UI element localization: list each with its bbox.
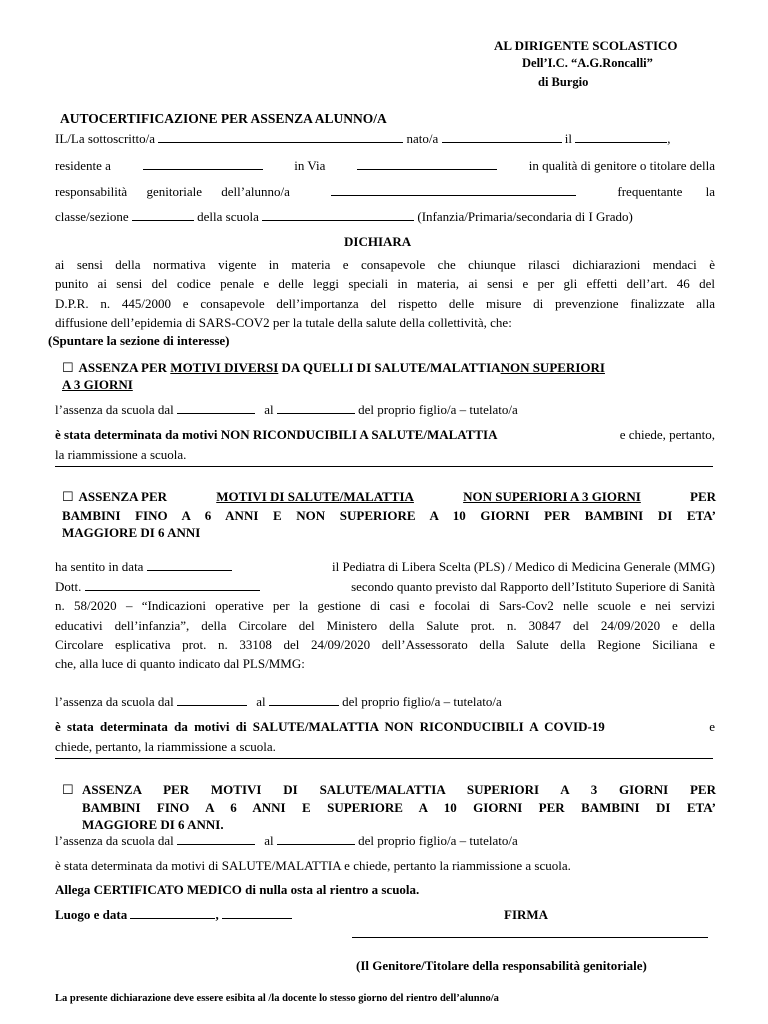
- intro-line-1: [55, 131, 715, 147]
- section2-line-5: Circolare esplicativa prot. n. 33108 del 24/09/2020 dell’Assessorato della Salute della Regione Siciliana e: [55, 637, 715, 652]
- pls-date-field[interactable]: [147, 559, 232, 571]
- section1-result-2: la riammissione a scuola.: [55, 447, 187, 462]
- document-title: AUTOCERTIFICAZIONE PER ASSENZA ALUNNO/A: [60, 111, 387, 126]
- s1-t1: ASSENZA PER: [78, 360, 168, 375]
- s1-t5: A 3 GIORNI: [62, 377, 133, 392]
- section3-date-to[interactable]: [277, 833, 355, 845]
- signature-caption: (Il Genitore/Titolare della responsabilità genitoriale): [356, 958, 647, 973]
- signature-line[interactable]: [352, 937, 708, 938]
- section1-date-to[interactable]: [277, 402, 355, 414]
- s1-dates-label: l’assenza da scuola dal: [55, 402, 174, 417]
- section1-checkbox[interactable]: ☐: [62, 360, 74, 375]
- s2-res-b: e: [709, 719, 715, 734]
- label-alunno: responsabilità genitoriale dell’alunno/a: [55, 184, 290, 199]
- street-field[interactable]: [357, 158, 497, 170]
- s2-b1a: ha sentito in data: [55, 559, 144, 574]
- s1-t3: DA QUELLI DI SALUTE/MALATTIA: [281, 360, 501, 375]
- section2-checkbox[interactable]: ☐: [62, 489, 74, 504]
- s1-res-b: e chiede, pertanto,: [619, 427, 715, 442]
- section3-checkbox[interactable]: ☐: [62, 782, 74, 797]
- s1-res-a: è stata determinata da motivi NON RICONDUCIBILI A SALUTE/MALATTIA: [55, 427, 498, 442]
- section2-dates: [55, 694, 502, 710]
- label-nato: nato/a: [406, 131, 439, 146]
- s1-child: del proprio figlio/a – tutelato/a: [358, 402, 518, 417]
- place-date-line: [55, 907, 292, 923]
- s3-al: al: [264, 833, 274, 848]
- intro-line-3: [55, 184, 715, 200]
- section3-heading: [62, 782, 716, 798]
- label-school-type: (Infanzia/Primaria/secondaria di I Grado): [417, 209, 633, 224]
- label-via: in Via: [294, 158, 326, 173]
- label-residente: residente a: [55, 158, 111, 173]
- label-classe: classe/sezione: [55, 209, 129, 224]
- class-field[interactable]: [132, 209, 194, 221]
- label-frequentante: frequentante la: [617, 184, 715, 199]
- section3-result: è stata determinata da motivi di SALUTE/MALATTIA e chiede, pertanto la riammissione a scuola.: [55, 858, 571, 873]
- s2-al: al: [256, 694, 266, 709]
- s3-child: del proprio figlio/a – tutelato/a: [358, 833, 518, 848]
- section2-heading-2: BAMBINI FINO A 6 ANNI E NON SUPERIORE A 10 GIORNI PER BAMBINI DI ETA’: [62, 508, 716, 523]
- birthdate-field[interactable]: [575, 131, 667, 143]
- section3-dates: [55, 833, 518, 849]
- intro-line-4: [55, 209, 633, 225]
- section2-date-from[interactable]: [177, 694, 247, 706]
- section2-line-1: [55, 559, 715, 575]
- section2-heading-3: MAGGIORE DI 6 ANNI: [62, 525, 201, 540]
- signature-label: FIRMA: [504, 907, 549, 922]
- s3-dates-label: l’assenza da scuola dal: [55, 833, 174, 848]
- name-field[interactable]: [158, 131, 403, 143]
- comma: ,: [667, 131, 671, 146]
- section1-divider: [55, 466, 713, 467]
- section2-line-3: n. 58/2020 – “Indicazioni operative per la gestione di casi e focolai di Sars-Cov2 nelle scuole e nei servizi: [55, 598, 715, 613]
- section2-line-4: educativi dell’infanzia”, della Circolare del Ministero della Salute prot. n. 30847 del 24/09/2020 e della: [55, 618, 715, 633]
- section1-heading: [62, 360, 716, 393]
- footer-comma: ,: [215, 907, 219, 922]
- s2-t4: PER: [690, 489, 716, 504]
- residence-field[interactable]: [143, 158, 263, 170]
- label-genitore: in qualità di genitore o titolare della: [528, 158, 715, 173]
- section2-result: [55, 719, 715, 735]
- dichiara-heading: DICHIARA: [344, 234, 412, 249]
- section2-date-to[interactable]: [269, 694, 339, 706]
- s2-child: del proprio figlio/a – tutelato/a: [342, 694, 502, 709]
- s3-t1: ASSENZA PER MOTIVI DI SALUTE/MALATTIA SUPERIORI A 3 GIORNI PER: [82, 782, 716, 797]
- intro-line-2: [55, 158, 715, 174]
- place-field[interactable]: [130, 907, 215, 919]
- section1-date-from[interactable]: [177, 402, 255, 414]
- s2-t2: MOTIVI DI SALUTE/MALATTIA: [216, 489, 414, 504]
- recipient-town: di Burgio: [538, 75, 589, 89]
- s2-b2a: Dott.: [55, 579, 82, 594]
- s2-dates-label: l’assenza da scuola dal: [55, 694, 174, 709]
- s2-t3: NON SUPERIORI A 3 GIORNI: [463, 489, 641, 504]
- section2-divider: [55, 758, 713, 759]
- place-date-label: Luogo e data: [55, 907, 128, 922]
- s1-al: al: [264, 402, 274, 417]
- section3-allega: Allega CERTIFICATO MEDICO di nulla osta al rientro a scuola.: [55, 882, 420, 897]
- selection-note: (Spuntare la sezione di interesse): [48, 333, 230, 348]
- label-scuola: della scuola: [197, 209, 259, 224]
- section2-heading: [62, 489, 716, 505]
- body-line-3: D.P.R. n. 445/2000 e consapevole dell’importanza del rispetto delle misure di prevenzione finalizzate alla: [55, 296, 715, 311]
- s2-res-a: è stata determinata da motivi di SALUTE/MALATTIA NON RICONDUCIBILI A COVID-19: [55, 719, 605, 734]
- body-line-1: ai sensi della normativa vigente in materia e consapevole che chiunque rilasci dichiarazioni mendaci è: [55, 257, 715, 272]
- s2-b2b: secondo quanto previsto dal Rapporto dell’Istituto Superiore di Sanità: [351, 579, 715, 594]
- section3-heading-2: BAMBINI FINO A 6 ANNI E SUPERIORE A 10 GIORNI PER BAMBINI DI ETA’: [82, 800, 716, 815]
- recipient-title: AL DIRIGENTE SCOLASTICO: [494, 38, 678, 53]
- s1-t4: NON SUPERIORI: [500, 360, 605, 375]
- recipient-school: Dell’I.C. “A.G.Roncalli”: [522, 56, 653, 70]
- label-sottoscritto: IL/La sottoscritto/a: [55, 131, 156, 146]
- section1-result: [55, 427, 715, 443]
- footer-note: La presente dichiarazione deve essere esibita al /la docente lo stesso giorno del rientro dell’alunno/a: [55, 993, 499, 1004]
- section3-date-from[interactable]: [177, 833, 255, 845]
- school-field[interactable]: [262, 209, 414, 221]
- label-il: il: [564, 131, 573, 146]
- section2-line-2: [55, 579, 715, 595]
- s2-t1: ASSENZA PER: [78, 489, 168, 504]
- s1-t2: MOTIVI DIVERSI: [170, 360, 279, 375]
- date-field[interactable]: [222, 907, 292, 919]
- section3-heading-3: MAGGIORE DI 6 ANNI.: [82, 817, 224, 832]
- section2-line-6: che, alla luce di quanto indicato dal PLS/MMG:: [55, 656, 305, 671]
- section2-result-2: chiede, pertanto, la riammissione a scuola.: [55, 739, 276, 754]
- student-field[interactable]: [331, 184, 576, 196]
- section1-dates: [55, 402, 518, 418]
- birthplace-field[interactable]: [442, 131, 562, 143]
- body-line-4: diffusione dell’epidemia di SARS-COV2 per la tutale della salute della collettività, che:: [55, 315, 512, 330]
- body-line-2: punito ai sensi del codice penale e delle leggi speciali in materia, ai sensi e per gli effetti dell’art. 46 del: [55, 276, 715, 291]
- doctor-name-field[interactable]: [85, 579, 260, 591]
- s2-b1b: il Pediatra di Libera Scelta (PLS) / Medico di Medicina Generale (MMG): [331, 559, 715, 574]
